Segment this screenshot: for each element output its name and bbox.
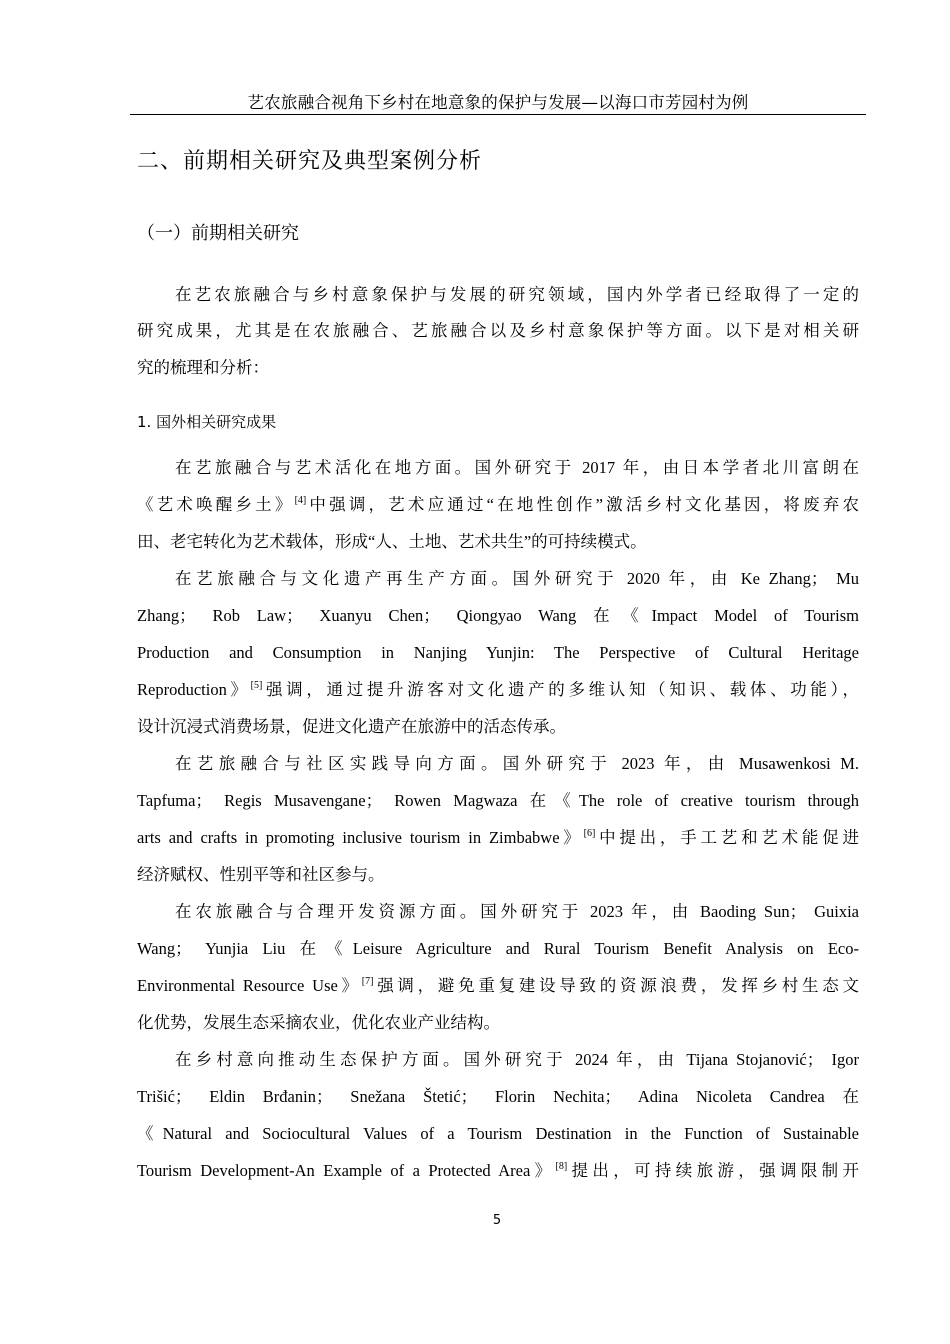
text-line: 田、老宅转化为艺术载体，形成“人、土地、艺术共生”的可持续模式。 bbox=[137, 532, 647, 551]
text-line: Environmental Resource Use》[7]强调，避免重复建设导致的资源浪费，发挥乡村生态文 bbox=[137, 976, 860, 995]
text-line: 在艺旅融合与文化遗产再生产方面。国外研究于 2020 年，由 Ke Zhang； Mu bbox=[175, 569, 859, 588]
citation-ref: [4] bbox=[294, 495, 307, 506]
text-line: 设计沉浸式消费场景，促进文化遗产在旅游中的活态传承。 bbox=[137, 717, 566, 736]
text-line: 《艺术唤醒乡土》[4]中强调，艺术应通过“在地性创作”激活乡村文化基因，将废弃农 bbox=[137, 495, 860, 514]
running-header-title: 艺农旅融合视角下乡村在地意象的保护与发展—以海口市芳园村为例 bbox=[247, 93, 749, 112]
text-line: Trišić； Eldin Brđanin； Snežana Štetić； Florin Nechita； Adina Nicoleta Candrea 在 bbox=[137, 1087, 859, 1106]
text-line: 研究成果，尤其是在农旅融合、艺旅融合以及乡村意象保护等方面。以下是对相关研 bbox=[137, 321, 859, 340]
citation-ref: [8] bbox=[555, 1161, 568, 1172]
text-line: 在农旅融合与合理开发资源方面。国外研究于 2023 年，由 Baoding Sun； Guixia bbox=[175, 902, 859, 921]
text-line: Tapfuma； Regis Musavengane； Rowen Magwaza 在《The role of creative tourism through bbox=[137, 791, 859, 810]
text-line: 究的梳理和分析： bbox=[137, 358, 269, 377]
text-line: 在艺农旅融合与乡村意象保护与发展的研究领域，国内外学者已经取得了一定的 bbox=[175, 285, 859, 304]
citation-ref: [6] bbox=[583, 828, 596, 839]
text-line: Tourism Development-An Example of a Protected Area》[8]提出，可持续旅游，强调限制开 bbox=[137, 1161, 860, 1180]
header-divider bbox=[130, 114, 866, 115]
subsection-heading: （一）前期相关研究 bbox=[137, 223, 299, 244]
text-line: 经济赋权、性别平等和社区参与。 bbox=[137, 865, 385, 884]
text-line: 化优势，发展生态采摘农业，优化农业产业结构。 bbox=[137, 1013, 500, 1032]
page-number: 5 bbox=[492, 1213, 502, 1228]
text-line: 在艺旅融合与社区实践导向方面。国外研究于 2023 年，由 Musawenkosi M. bbox=[175, 754, 859, 773]
text-line: Production and Consumption in Nanjing Yunjin: The Perspective of Cultural Heritage bbox=[137, 643, 859, 662]
text-line: Reproduction》[5]强调，通过提升游客对文化遗产的多维认知（知识、载体、功能）， bbox=[137, 680, 859, 699]
text-line: arts and crafts in promoting inclusive tourism in Zimbabwe》[6]中提出，手工艺和艺术能促进 bbox=[137, 828, 859, 847]
citation-ref: [7] bbox=[361, 976, 374, 987]
sub-subsection-heading: 1. 国外相关研究成果 bbox=[137, 413, 277, 431]
section-heading: 二、前期相关研究及典型案例分析 bbox=[137, 149, 483, 174]
text-line: 在艺旅融合与艺术活化在地方面。国外研究于 2017 年，由日本学者北川富朗在 bbox=[175, 458, 859, 477]
citation-ref: [5] bbox=[250, 680, 263, 691]
text-line: Wang； Yunjia Liu 在《Leisure Agriculture and Rural Tourism Benefit Analysis on Eco- bbox=[137, 939, 859, 958]
text-line: 《Natural and Sociocultural Values of a Tourism Destination in the Function of Sustainable bbox=[137, 1124, 859, 1143]
text-line: Zhang； Rob Law； Xuanyu Chen； Qiongyao Wang 在《Impact Model of Tourism bbox=[137, 606, 859, 625]
text-line: 在乡村意向推动生态保护方面。国外研究于 2024 年，由 Tijana Stojanović； Igor bbox=[175, 1050, 859, 1069]
